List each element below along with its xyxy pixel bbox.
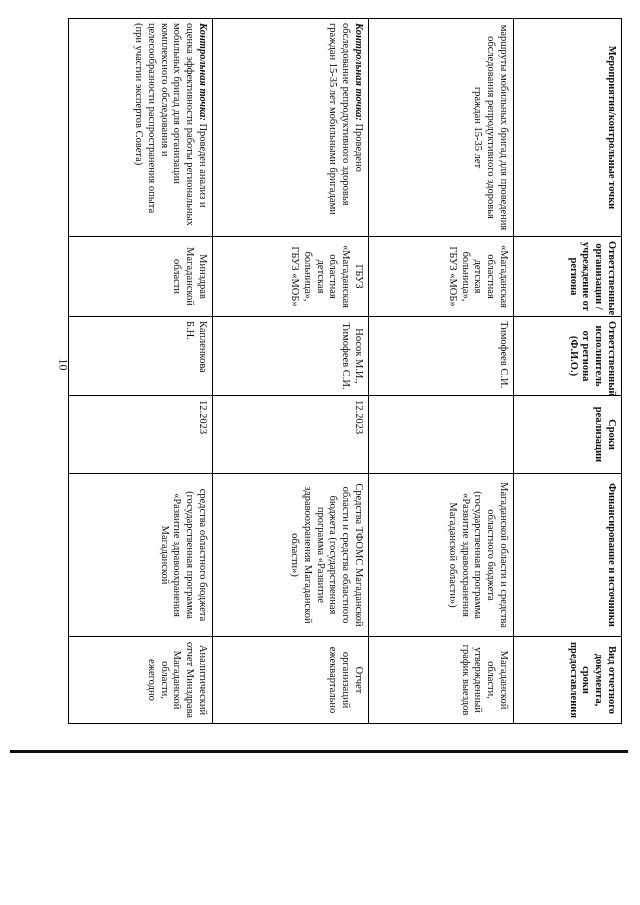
- row2-deadline: 12.2023: [213, 396, 369, 474]
- header-measures: Мероприятия/контрольные точки: [514, 19, 622, 237]
- table-row: [213, 19, 369, 724]
- row2-executor: Носок М.И., Тимофеев С.И.: [213, 317, 369, 396]
- header-responsible-org: Ответственные организации / учреждение от региона: [514, 237, 622, 317]
- row3-deadline: 12.2023: [69, 396, 213, 474]
- row3-measure-text: Проведен анализ и оценка эффективности работы региональных мобильных бригад для организации комплексного обследования и целесообразности распространения опыта (при участии экспертов Совета): [133, 23, 208, 226]
- row3-org: Минздрав Магаданской области: [69, 237, 213, 317]
- table-row: [69, 19, 213, 724]
- row2-report: Отчет организаций ежеквартально: [213, 637, 369, 724]
- row1-report: Магаданской области, утвержденный график выездов: [369, 637, 514, 724]
- row1-deadline: [369, 396, 514, 474]
- rotated-table-frame: [68, 18, 622, 723]
- control-point-label: Контрольная точка:: [353, 23, 364, 121]
- row2-org: ГБУЗ «Магаданская областная детская больница», ГБУЗ «МОБ»: [213, 237, 369, 317]
- row2-measure: [213, 19, 369, 237]
- page-divider-line: [10, 750, 628, 753]
- header-deadline: Сроки реализации: [514, 396, 622, 474]
- row1-measure: маршруты мобильных бригад для проведения обследования репродуктивного здоровья граждан 15-35 лет: [369, 19, 514, 237]
- page-number: 10: [56, 358, 71, 371]
- table-row: [369, 19, 514, 724]
- table-header-row: [514, 19, 622, 724]
- header-executor: Ответственный исполнитель от региона (Ф.И.О.): [514, 317, 622, 396]
- header-report: Вид отчетного документа, сроки предоставления: [514, 637, 622, 724]
- header-funding: Финансирование и источники: [514, 474, 622, 637]
- row2-measure-text: Проведено обследование репродуктивного здоровья граждан 15-35 лет мобильными бригадами: [327, 23, 364, 215]
- row1-executor: Тимофеев С.И.: [369, 317, 514, 396]
- row3-measure: [69, 19, 213, 237]
- activity-plan-table: [68, 18, 622, 724]
- row2-funding: Средства ТФОМС Магаданской области и средства областного бюджета (государственная программа «Развитие здравоохранения Магаданской области»): [213, 474, 369, 637]
- row1-funding: Магаданской области и средства областного бюджета (государственная программа «Развитие здравоохранения Магаданской области»): [369, 474, 514, 637]
- row1-org: «Магаданская областная детская больница», ГБУЗ «МОБ»: [369, 237, 514, 317]
- row3-report: Аналитический отчет Минздрава Магаданской области, ежегодно: [69, 637, 213, 724]
- row3-executor: Капленкова Б.Н.: [69, 317, 213, 396]
- landscape-table-container: [68, 18, 622, 723]
- control-point-label: Контрольная точка:: [197, 23, 208, 121]
- row3-funding: средства областного бюджета (государственная программа «Развитие здравоохранения Магаданской: [69, 474, 213, 637]
